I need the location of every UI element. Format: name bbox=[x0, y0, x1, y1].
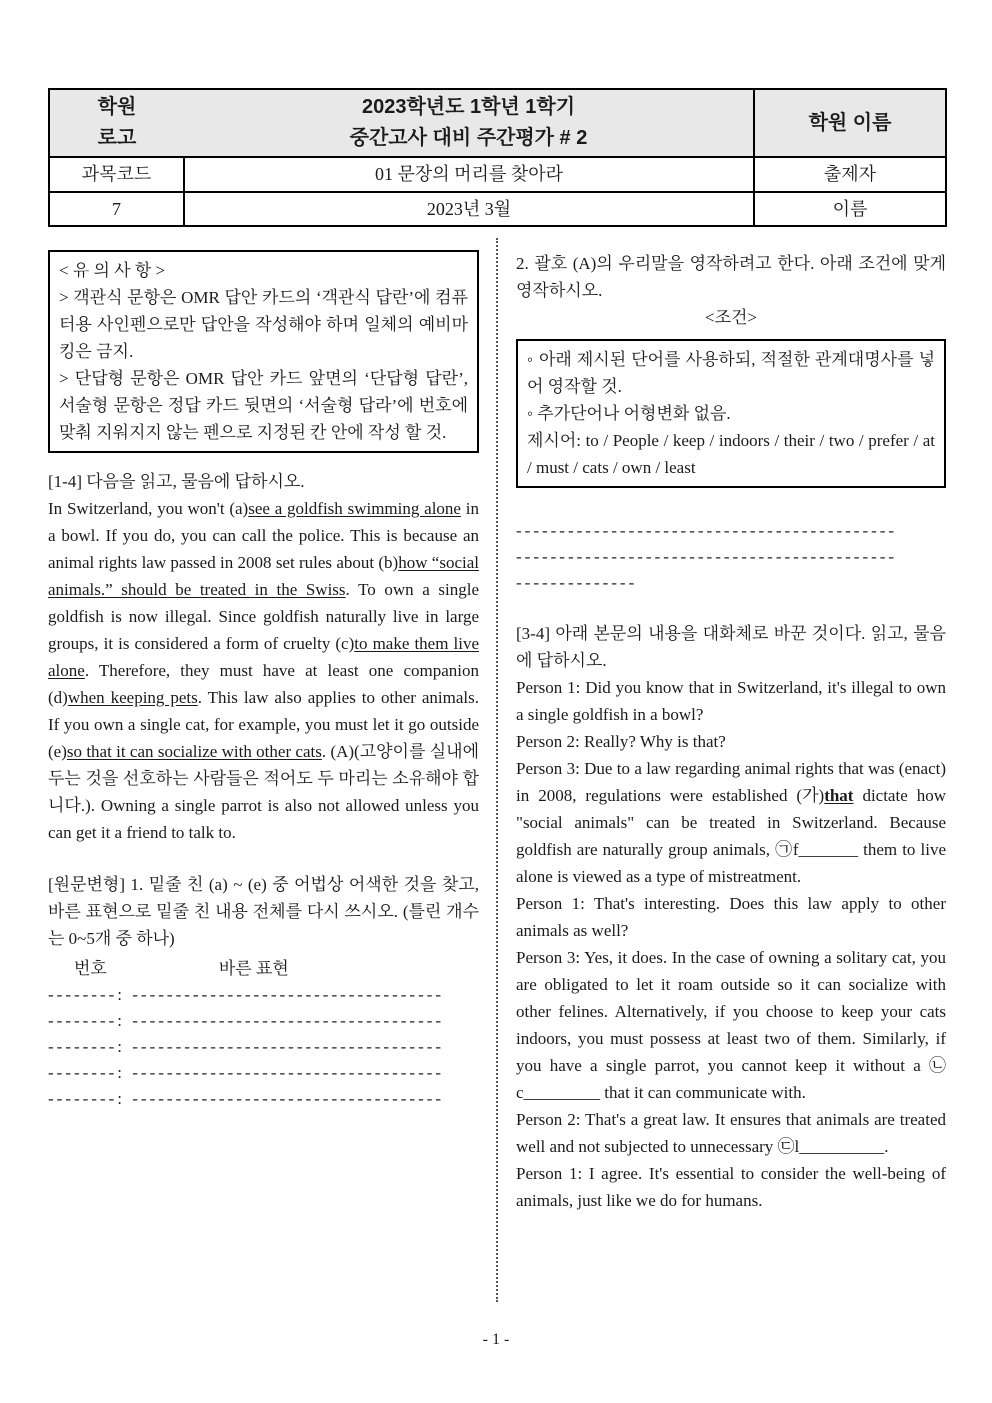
emphasized-text: that bbox=[824, 786, 854, 805]
question2-prompt: 2. 괄호 (A)의 우리말을 영작하려고 한다. 아래 조건에 맞게 영작하시오. bbox=[516, 254, 946, 300]
question1-answer-rows bbox=[48, 982, 479, 1112]
emphasized-text: to make them live alone bbox=[48, 634, 479, 680]
text-run: Person 1: I agree. It's essential to consider the well-being of animals, just like we do for humans. bbox=[516, 1164, 946, 1210]
text-run: Person 3: Yes, it does. In the case of owning a solitary cat, you are obligated to let it roam outside so it can socialize with other felines. Alternatively, if you choose to keep your cats indoors, you must possess at least two of them. Similarly, if you have a single parrot, you cannot keep it without a ㉡c_________ that it can communicate with. bbox=[516, 948, 946, 1102]
subject-code-value-cell: 7 bbox=[49, 192, 184, 226]
condition-box bbox=[516, 339, 946, 488]
condition-line: ◦ 아래 제시된 단어를 사용하되, 적절한 관계대명사를 넣어 영작할 것. bbox=[527, 350, 935, 396]
condition-line: 제시어: to / People / keep / indoors / their / two / prefer / at / must / cats / own / least bbox=[527, 431, 935, 477]
dialogue-line bbox=[516, 1106, 946, 1160]
question1-col2-header: 바른 표현 bbox=[218, 959, 289, 978]
answer-blank-row: --------: ------------------------------------ bbox=[48, 1063, 445, 1082]
dialogue-line bbox=[516, 674, 946, 728]
dialogue-line bbox=[516, 1160, 946, 1214]
answer-blank-row: --------: ------------------------------------ bbox=[48, 985, 445, 1004]
page-number: - 1 - bbox=[482, 1331, 510, 1348]
dialogue-line bbox=[516, 755, 946, 890]
academy-name-cell: 학원 이름 bbox=[754, 89, 946, 157]
question2-answer-lines bbox=[516, 518, 946, 596]
answer-blank-row: --------: ------------------------------------ bbox=[48, 1037, 445, 1056]
academy-logo-line2: 로고 bbox=[97, 127, 137, 149]
dialogue-line bbox=[516, 728, 946, 755]
dialogue-lines bbox=[516, 674, 946, 1214]
column-divider bbox=[496, 238, 498, 1302]
header-table bbox=[48, 88, 947, 227]
dialogue-line bbox=[516, 890, 946, 944]
text-run: . (A)(고양이를 실내에 두는 것을 선호하는 사람들은 적어도 두 마리는 소유해야 합니다.). Owning a single parrot is also not allowed unless you can get it a friend to talk to. bbox=[48, 742, 479, 842]
subject-code-label-cell: 과목코드 bbox=[49, 157, 184, 192]
notice-box bbox=[48, 250, 479, 453]
emphasized-text: so that it can socialize with other cats bbox=[66, 742, 322, 761]
answer-blank-row: --------: ------------------------------------ bbox=[48, 1089, 445, 1108]
emphasized-text: how “social animals.” should be treated in the Swiss bbox=[48, 553, 479, 599]
condition-line: ◦ 추가단어나 어형변화 없음. bbox=[527, 404, 731, 423]
text-run: Person 2: That's a great law. It ensures that animals are treated well and not subjected to unnecessary ㉢l__________. bbox=[516, 1110, 946, 1156]
answer-blank-line: -------------------------------------------- bbox=[516, 521, 898, 540]
exam-title-line1: 2023학년도 1학년 1학기 bbox=[361, 96, 576, 118]
question1-prompt: [원문변형] 1. 밑줄 친 (a) ~ (e) 중 어법상 어색한 것을 찾고, 바른 표현으로 밑줄 친 내용 전체를 다시 쓰시오. (틀린 개수는 0~5개 중 하나) bbox=[48, 875, 479, 948]
exam-date-cell: 2023년 3월 bbox=[184, 192, 754, 226]
exam-title-line2: 중간고사 대비 주간평가 # 2 bbox=[349, 127, 588, 149]
left-column bbox=[48, 250, 479, 1112]
text-run: . This law also applies to other animals. If you own a single cat, for example, you must let it go outside (e) bbox=[48, 688, 479, 761]
unit-title-cell: 01 문장의 머리를 찾아라 bbox=[184, 157, 754, 192]
answer-blank-row: --------: ------------------------------------ bbox=[48, 1011, 445, 1030]
text-run: in a bowl. If you do, you can call the police. This is because an animal rights law passed in 2008 set rules about (b) bbox=[48, 499, 479, 572]
exam-title-cell bbox=[184, 89, 754, 157]
text-run: Person 1: That's interesting. Does this law apply to other animals as well? bbox=[516, 894, 946, 940]
reading-passage bbox=[48, 495, 479, 846]
reading-section-heading: [1-4] 다음을 읽고, 물음에 답하시오. bbox=[48, 472, 305, 491]
examiner-label-cell: 출제자 bbox=[754, 157, 946, 192]
emphasized-text: see a goldfish swimming alone bbox=[248, 499, 461, 518]
academy-logo-line1: 학원 bbox=[97, 96, 137, 118]
question1-answer-header bbox=[48, 955, 479, 982]
dialogue-section-heading: [3-4] 아래 본문의 내용을 대화체로 바꾼 것이다. 읽고, 물음에 답하시오. bbox=[516, 624, 946, 670]
text-run: . To own a single goldfish is now illegal. Since goldfish naturally live in large groups, it is considered a form of cruelty (c) bbox=[48, 580, 479, 653]
text-run: dictate how "social animals" can be treated in Switzerland. Because goldfish are naturally group animals, ㉠f_______ them to live alone is viewed as a type of mistreatment. bbox=[516, 786, 946, 886]
answer-blank-line: -------------- bbox=[516, 573, 638, 592]
academy-logo-cell bbox=[49, 89, 184, 157]
answer-blank-line: -------------------------------------------- bbox=[516, 547, 898, 566]
notice-line: > 단답형 문항은 OMR 답안 카드 앞면의 ‘단답형 답란’, 서술형 문항은 정답 카드 뒷면의 ‘서술형 답라’에 번호에 맞춰 지워지지 않는 펜으로 지정된 칸 안에 작성 할 것. bbox=[59, 369, 468, 442]
condition-label: <조건> bbox=[704, 308, 758, 327]
text-run: . Therefore, they must have at least one companion (d) bbox=[48, 661, 479, 707]
notice-title: < 유 의 사 항 > bbox=[59, 261, 166, 280]
dialogue-line bbox=[516, 944, 946, 1106]
text-run: Person 1: Did you know that in Switzerland, it's illegal to own a single goldfish in a bowl? bbox=[516, 678, 946, 724]
emphasized-text: when keeping pets bbox=[67, 688, 198, 707]
right-column bbox=[516, 250, 946, 1214]
notice-lines bbox=[59, 284, 468, 446]
text-run: Person 2: Really? Why is that? bbox=[516, 732, 726, 751]
notice-line: > 객관식 문항은 OMR 답안 카드의 ‘객관식 답란’에 컴퓨터용 사인펜으로만 답안을 작성해야 하며 일체의 예비마킹은 금지. bbox=[59, 288, 468, 361]
text-run: In Switzerland, you won't (a) bbox=[48, 499, 249, 518]
text-run: Person 3: Due to a law regarding animal rights that was (enact) in 2008, regulations were established (가) bbox=[516, 759, 946, 805]
question1-col1-header: 번호 bbox=[74, 959, 107, 978]
name-label-cell: 이름 bbox=[754, 192, 946, 226]
